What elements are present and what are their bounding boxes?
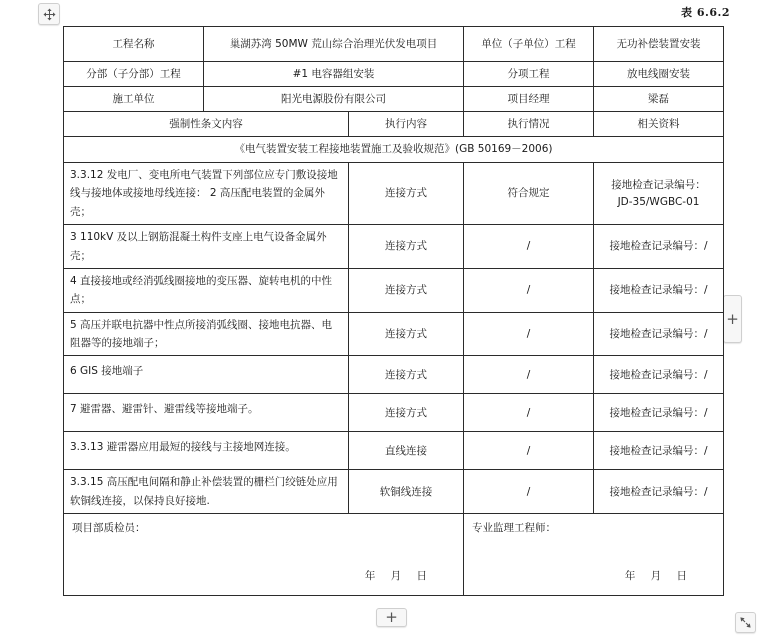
exec-content: 连接方式 <box>349 268 464 312</box>
clause-text: 5 高压并联电抗器中性点所接消弧线圈、接地电抗器、电阻器等的接地端子； <box>64 312 349 356</box>
sub-project-label: 分部（子分部）工程 <box>64 62 204 87</box>
table-row <box>64 62 724 87</box>
standard-reference-row <box>64 137 724 163</box>
exec-status: / <box>464 432 594 470</box>
column-header-status: 执行情况 <box>464 112 594 137</box>
exec-content: 连接方式 <box>349 225 464 269</box>
table-caption: 表 6.6.2 <box>681 6 730 19</box>
reference-document: 接地检查记录编号：/ <box>594 432 724 470</box>
exec-content: 直线连接 <box>349 432 464 470</box>
table-row <box>64 356 724 394</box>
reference-document: 接地检查记录编号：/ <box>594 312 724 356</box>
inspector-label: 项目部质检员： <box>72 522 146 535</box>
reference-document: 接地检查记录编号：/ <box>594 225 724 269</box>
table-row <box>64 470 724 514</box>
clause-text: 3.3.13 避雷器应用最短的接线与主接地网连接。 <box>64 432 349 470</box>
standard-reference-text: 《电气装置安装工程接地装置施工及验收规范》(GB 50169－2006) <box>64 137 724 163</box>
item-project-value: 放电线圈安装 <box>594 62 724 87</box>
exec-status: / <box>464 312 594 356</box>
exec-status: / <box>464 268 594 312</box>
move-handle[interactable] <box>38 3 60 25</box>
move-cross-icon <box>43 8 56 21</box>
signature-row <box>64 514 724 596</box>
reference-line-2: JD-35/WGBC-01 <box>617 195 700 208</box>
table-row <box>64 27 724 62</box>
project-manager-value: 梁磊 <box>594 87 724 112</box>
table-row <box>64 87 724 112</box>
column-header-reference: 相关资料 <box>594 112 724 137</box>
table-row <box>64 268 724 312</box>
table-row <box>64 394 724 432</box>
item-project-label: 分项工程 <box>464 62 594 87</box>
supervisor-date: 年 月 日 <box>624 569 694 582</box>
project-name-value: 巢湖苏湾 50MW 荒山综合治理光伏发电项目 <box>204 27 464 62</box>
resize-handle[interactable] <box>735 612 756 633</box>
exec-content: 连接方式 <box>349 163 464 225</box>
table-row <box>64 163 724 225</box>
exec-status: 符合规定 <box>464 163 594 225</box>
table-header-row <box>64 112 724 137</box>
inspector-date: 年 月 日 <box>364 569 434 582</box>
project-name-label: 工程名称 <box>64 27 204 62</box>
reference-document: 接地检查记录编号：/ <box>594 470 724 514</box>
table-row <box>64 225 724 269</box>
table-row <box>64 312 724 356</box>
table-row <box>64 432 724 470</box>
reference-document <box>594 163 724 225</box>
contractor-value: 阳光电源股份有限公司 <box>204 87 464 112</box>
reference-document: 接地检查记录编号：/ <box>594 356 724 394</box>
sub-project-value: #1 电容器组安装 <box>204 62 464 87</box>
project-manager-label: 项目经理 <box>464 87 594 112</box>
add-row-button[interactable] <box>376 608 407 627</box>
unit-project-value: 无功补偿装置安装 <box>594 27 724 62</box>
add-row-plus-icon: + <box>385 608 398 626</box>
exec-status: / <box>464 394 594 432</box>
clause-text: 7 避雷器、避雷针、避雷线等接地端子。 <box>64 394 349 432</box>
inspector-signature-cell <box>64 514 464 596</box>
exec-content: 软铜线连接 <box>349 470 464 514</box>
exec-status: / <box>464 225 594 269</box>
reference-line-1: 接地检查记录编号： <box>611 179 706 192</box>
add-column-button[interactable] <box>723 295 742 343</box>
reference-document: 接地检查记录编号：/ <box>594 394 724 432</box>
clause-text: 6 GIS 接地端子 <box>64 356 349 394</box>
exec-status: / <box>464 470 594 514</box>
clause-text: 3 110kV 及以上钢筋混凝土构件支座上电气设备金属外壳； <box>64 225 349 269</box>
exec-content: 连接方式 <box>349 312 464 356</box>
exec-status: / <box>464 356 594 394</box>
add-column-plus-icon: + <box>726 309 739 328</box>
clause-text: 3.3.12 发电厂、变电所电气装置下列部位应专门敷设接地线与接地体或接地母线连接： 2 高压配电装置的金属外壳； <box>64 163 349 225</box>
column-header-clause: 强制性条文内容 <box>64 112 349 137</box>
supervisor-signature-cell <box>464 514 724 596</box>
resize-diagonal-arrows-icon <box>739 616 752 629</box>
clause-text: 3.3.15 高压配电间隔和静止补偿装置的栅栏门绞链处应用软铜线连接，以保持良好接地. <box>64 470 349 514</box>
column-header-exec: 执行内容 <box>349 112 464 137</box>
supervisor-label: 专业监理工程师： <box>472 522 557 535</box>
contractor-label: 施工单位 <box>64 87 204 112</box>
reference-document: 接地检查记录编号：/ <box>594 268 724 312</box>
mandatory-clause-record-table <box>63 26 724 596</box>
exec-content: 连接方式 <box>349 394 464 432</box>
exec-content: 连接方式 <box>349 356 464 394</box>
unit-project-label: 单位（子单位）工程 <box>464 27 594 62</box>
clause-text: 4 直接接地或经消弧线圈接地的变压器、旋转电机的中性点； <box>64 268 349 312</box>
